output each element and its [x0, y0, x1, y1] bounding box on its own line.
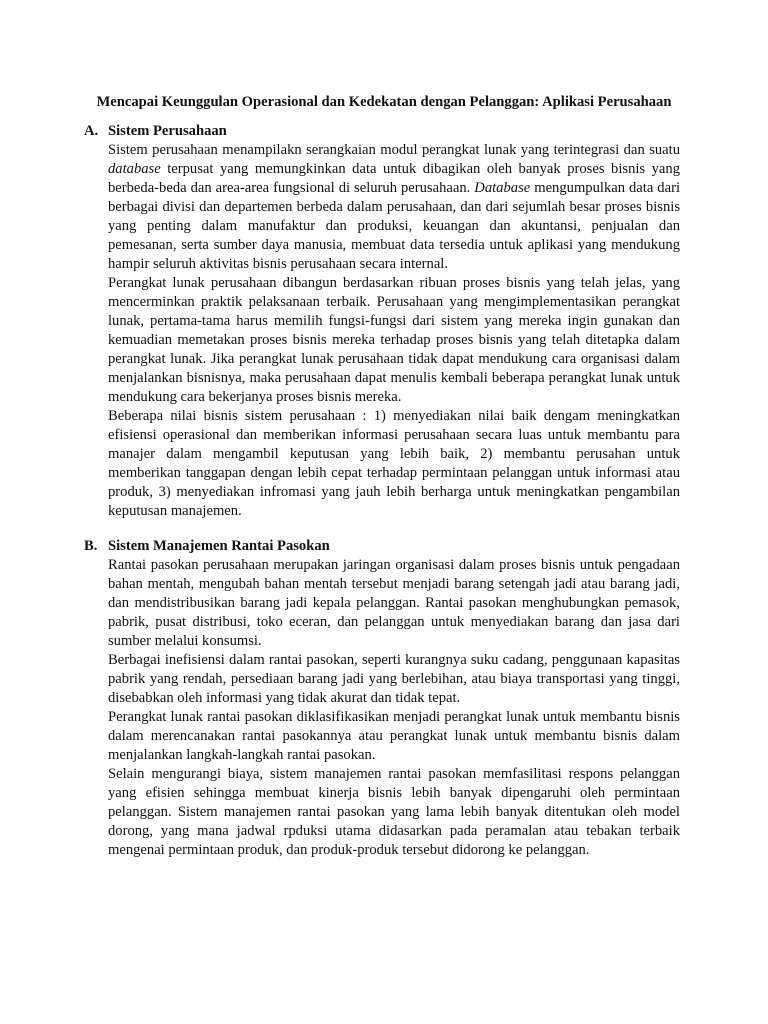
paragraph: Beberapa nilai bisnis sistem perusahaan : 1) menyediakan nilai baik dengam meningkatkan efisiensi operasional dan memberikan informasi perusahaan secara luas untuk membantu para manajer dalam mengambil keputusan yang lebih baik, 2) membantu perusahan untuk memberikan tanggapan dengan lebih cepat terhadap permintaan pelanggan untuk informasi atau produk, 3) menyediakan infromasi yang jauh lebih berharga untuk meningkatkan pengambilan keputusan manajemen.: [108, 408, 680, 519]
section-a: [84, 122, 681, 521]
section-title: Sistem Perusahaan: [108, 123, 227, 139]
paragraph: Selain mengurangi biaya, sistem manajemen rantai pasokan memfasilitasi respons pelanggan yang efisien sehingga membuat kinerja bisnis lebih banyak dipengaruhi oleh permintaan pelanggan. Sistem manajemen rantai pasokan yang lama lebih banyak ditentukan oleh model dorong, yang mana jadwal rpduksi utama didasarkan pada peramalan atau tebakan terbaik mengenai permintaan produk, dan produk-produk tersebut didorong ke pelanggan.: [108, 766, 680, 858]
section-letter: B.: [84, 538, 98, 554]
text-run: terpusat yang memungkinkan data untuk dibagikan oleh banyak proses bisnis yang berbeda-beda dan area-area fungsional di seluruh perusahaan.: [108, 161, 680, 196]
section-b: [84, 537, 680, 860]
paragraph: Rantai pasokan perusahaan merupakan jaringan organisasi dalam proses bisnis untuk pengadaan bahan mentah, mengubah bahan mentah tersebut menjadi barang setengah jadi atau barang jadi, dan mendistribusikan barang jadi kepala pelanggan. Rantai pasokan menghubungkan pemasok, pabrik, pusat distribusi, toko eceran, dan pelanggan untuk menyediakan barang dan jasa dari sumber melalui konsumsi.: [108, 557, 680, 649]
paragraph: Perangkat lunak rantai pasokan diklasifikasikan menjadi perangkat lunak untuk membantu bisnis dalam merencanakan rantai pasokannya atau perangkat lunak untuk membantu bisnis dalam menjalankan langkah-langkah rantai pasokan.: [108, 709, 680, 763]
emphasis-text: Database: [474, 180, 531, 196]
emphasis-text: database: [108, 161, 161, 177]
paragraph: Perangkat lunak perusahaan dibangun berdasarkan ribuan proses bisnis yang telah jelas, yang mencerminkan praktik pelaksanaan terbaik. Perusahaan yang mengimplementasikan perangkat lunak, pertama-tama harus memilih fungsi-fungsi dari sistem yang mereka ingin gunakan dan kemuadian memetakan proses bisnis mereka terhadap proses bisnis yang telah ditetapka dalam perangkat lunak. Jika perangkat lunak perusahaan tidak dapat mendukung cara organisasi dalam menjalankan bisnisnya, maka perusahaan dapat menulis kembali beberapa perangkat lunak untuk mendukung cara bekerjanya proses bisnis mereka.: [108, 275, 680, 405]
section-heading: [84, 122, 680, 141]
paragraph: Berbagai inefisiensi dalam rantai pasokan, seperti kurangnya suku cadang, penggunaan kapasitas pabrik yang rendah, persediaan barang jadi yang berlebihan, atau biaya transportasi yang tinggi, disebabkan oleh informasi yang tidak akurat dan tidak tepat.: [108, 652, 680, 706]
section-heading: [84, 537, 680, 556]
section-title: Sistem Manajemen Rantai Pasokan: [108, 538, 330, 554]
text-run: mengumpulkan data dari berbagai divisi dan departemen berbeda dalam perusahaan, dan dari sejumlah besar proses bisnis yang penting dalam manufaktur dan produksi, keuangan dan akuntansi, penjualan dan pemesanan, serta sumber daya manusia, membuat data tersedia untuk aplikasi yang mendukung hampir seluruh aktivitas bisnis perusahaan secara internal.: [108, 180, 681, 272]
section-letter: A.: [84, 123, 99, 139]
text-run: Sistem perusahaan menampilakn serangkaian modul perangkat lunak yang terintegrasi dan suatu: [108, 142, 680, 158]
paragraph: [108, 141, 680, 274]
document-title: Mencapai Keunggulan Operasional dan Kedekatan dengan Pelanggan: Aplikasi Perusahaan: [96, 94, 672, 110]
